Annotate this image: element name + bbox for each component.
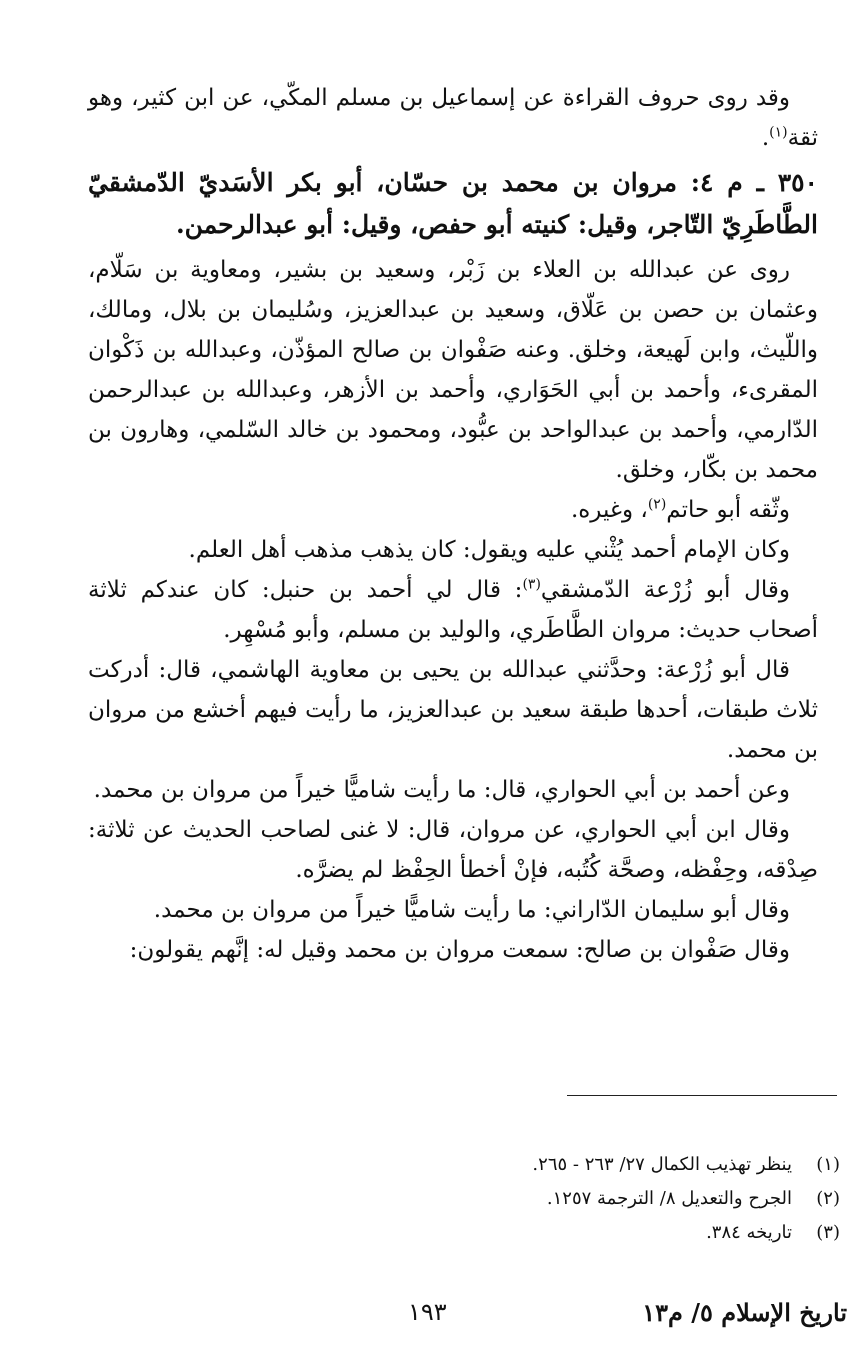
paragraph [88,890,818,930]
paragraph-tail: ، وغيره. [570,497,648,523]
page-number: ١٩٣ [408,1298,447,1326]
footnote-marker: (٣) [522,576,541,593]
paragraph [88,770,818,810]
paragraph [88,570,818,650]
paragraph-text: وقد روى حروف القراءة عن إسماعيل بن مسلم المكّي، عن ابن كثير، وهو ثقة [88,85,818,151]
paragraph-text: روى عن عبدالله بن العلاء بن زَبْر، وسعيد بن بشير، ومعاوية بن سَلّام، وعثمان بن حصن بن عَلّاق، وسعيد بن عبدالعزيز، وسُليمان بن بلال، ومالك، واللّيث، وابن لَهيعة، وخلق. وعنه صَفْوان بن صالح المؤذّن، وعبدالله بن ذَكْوان المقرىء، وأحمد بن أبي الحَوَاري، وأحمد بن الأزهر، وعبدالله بن عبدالرحمن الدّارمي، وأحمد بن عبدالواحد بن عبُّود، ومحمود بن خالد السّلمي، وهارون بن محمد بن بكّار، وخلق. [88,257,818,483]
entry-heading [88,162,818,246]
paragraph [88,490,818,530]
paragraph-text: وقال صَفْوان بن صالح: سمعت مروان بن محمد وقيل له: إنَّهم يقولون: [129,937,790,963]
page-footer [0,1298,867,1338]
footnote-divider [567,1095,837,1096]
footnote-marker: (٢) [647,496,667,513]
heading-text: ٣٥٠ ـ م ٤: مروان بن محمد بن حسّان، أبو بكر الأسَديّ الدّمشقيّ الطَّاطَرِيّ التّاجر، وقيل: كنيته أبو حفص، وقيل: أبو عبدالرحمن. [88,168,818,239]
paragraph-text: وثّقه أبو حاتم [666,497,790,523]
footnotes [300,1148,840,1250]
paragraph [88,530,818,570]
footnote-number: (٢) [816,1188,840,1209]
paragraph [88,650,818,770]
paragraph [88,78,818,158]
paragraph-text: وكان الإمام أحمد يُثْني عليه ويقول: كان يذهب مذهب أهل العلم. [188,537,790,563]
footnote-number: (١) [816,1154,840,1175]
paragraph-text: وقال أبو سليمان الدّاراني: ما رأيت شاميًّا خيراً من مروان بن محمد. [153,897,790,923]
paragraph-text: وقال أبو زُرْعة الدّمشقي [540,577,791,603]
footnote-text: تاريخه ٣٨٤. [706,1222,792,1243]
running-footer-title: تاريخ الإسلام ٥/ م١٣ [642,1298,847,1327]
footnote-number: (٣) [816,1222,840,1243]
main-text [88,78,818,970]
paragraph-tail: . [761,125,770,151]
footnote-item [300,1182,840,1216]
footnote-text: الجرح والتعديل ٨/ الترجمة ١٢٥٧. [546,1188,792,1209]
footnote-item [300,1148,840,1182]
paragraph-text: وقال ابن أبي الحواري، عن مروان، قال: لا غنى لصاحب الحديث عن ثلاثة: صِدْقه، وحِفْظه، وصحَّة كُتُبه، فإنْ أخطأ الحِفْظ لم يضرَّه. [88,817,818,883]
paragraph [88,930,818,970]
footnote-marker: (١) [769,124,788,141]
paragraph-tail: : قال لي أحمد بن حنبل: كان عندكم ثلاثة أصحاب حديث: مروان الطَّاطَري، والوليد بن مسلم، وأبو مُسْهِر. [88,577,818,643]
footnote-item [300,1216,840,1250]
footnote-text: ينظر تهذيب الكمال ٢٧/ ٢٦٣ - ٢٦٥. [532,1154,792,1175]
paragraph [88,810,818,890]
paragraph-text: قال أبو زُرْعة: وحدَّثني عبدالله بن يحيى بن معاوية الهاشمي، قال: أدركت ثلاث طبقات، أحدها طبقة سعيد بن عبدالعزيز، ما رأيت فيهم أخشع من مروان بن محمد. [88,657,818,763]
paragraph [88,250,818,490]
paragraph-text: وعن أحمد بن أبي الحواري، قال: ما رأيت شاميًّا خيراً من مروان بن محمد. [93,777,790,803]
